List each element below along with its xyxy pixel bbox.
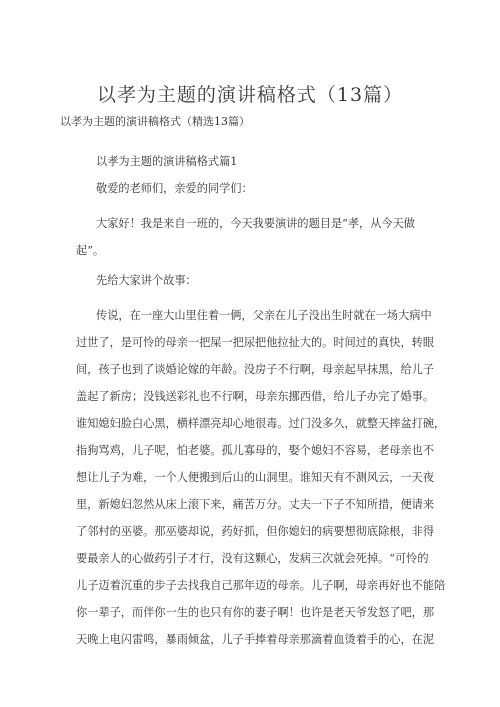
greeting-text: 敬爱的老师们，亲爱的同学们： (96, 182, 253, 195)
intro-line: 起”。 (76, 244, 105, 257)
body-line: 里，新媳妇忽然从床上滚下来，痛苦万分。丈夫一下子不知所措，便请来 (76, 498, 435, 511)
body-line: 了邻村的巫婆。那巫婆却说，药好抓，但你媳妇的病要想彻底除根，非得 (76, 525, 435, 538)
body-line: 盖起了新房；没钱送彩礼也不行啊，母亲东挪西借，给儿子办完了婚事。 (76, 390, 435, 403)
story-intro-text: 先给大家讲个故事： (96, 274, 197, 287)
section-heading (96, 148, 237, 175)
greeting-paragraph (96, 175, 253, 202)
story-body-paragraph (76, 302, 445, 653)
body-line: 过世了，是可怜的母亲一把屎一把尿把他拉扯大的。时间过的真快，转眼 (76, 336, 435, 349)
section-heading-text: 以孝为主题的演讲稿格式篇1 (96, 155, 238, 168)
story-intro-paragraph (96, 267, 197, 294)
body-line: 间，孩子也到了谈婚论嫁的年龄。没房子不行啊，母亲起早抹黑，给儿子 (76, 363, 435, 376)
body-line: 想让儿子为难，一个人便搬到后山的山洞里。谁知天有不测风云，一天夜 (76, 471, 435, 484)
body-line: 天晚上电闪雷鸣，暴雨倾盆，儿子手捧着母亲那滴着血烫着手的心，在泥 (76, 633, 435, 646)
body-line: 传说，在一座大山里住着一俩，父亲在儿子没出生时就在一场大病中 (96, 309, 432, 322)
body-line: 要最亲人的心做药引子才行，没有这颗心，发病三次就会死掉。“可怜的 (76, 552, 429, 565)
document-subtitle: 以孝为主题的演讲稿格式（精选13篇） (60, 115, 250, 128)
body-line: 指狗骂鸡，儿子呢，怕老婆。孤儿寡母的，娶个媳妇不容易，老母亲也不 (76, 444, 435, 457)
body-line: 儿子迈着沉重的步子去找我自己那年迈的母亲。儿子啊，母亲再好也不能陪 (76, 579, 446, 592)
intro-paragraph (76, 210, 415, 264)
body-line: 谁知媳妇脸白心黑，横样漂亮却心地很毒。过门没多久，就整天摔盆打碗， (76, 417, 446, 430)
document-title: 以孝为主题的演讲稿格式（13篇） (96, 84, 404, 106)
intro-line: 大家好！我是来自一班的，今天我要演讲的题目是“孝，从今天做 (96, 217, 415, 230)
body-line: 你一辈子，而伴你一生的也只有你的妻子啊！也许是老天爷发怒了吧，那 (76, 606, 435, 619)
